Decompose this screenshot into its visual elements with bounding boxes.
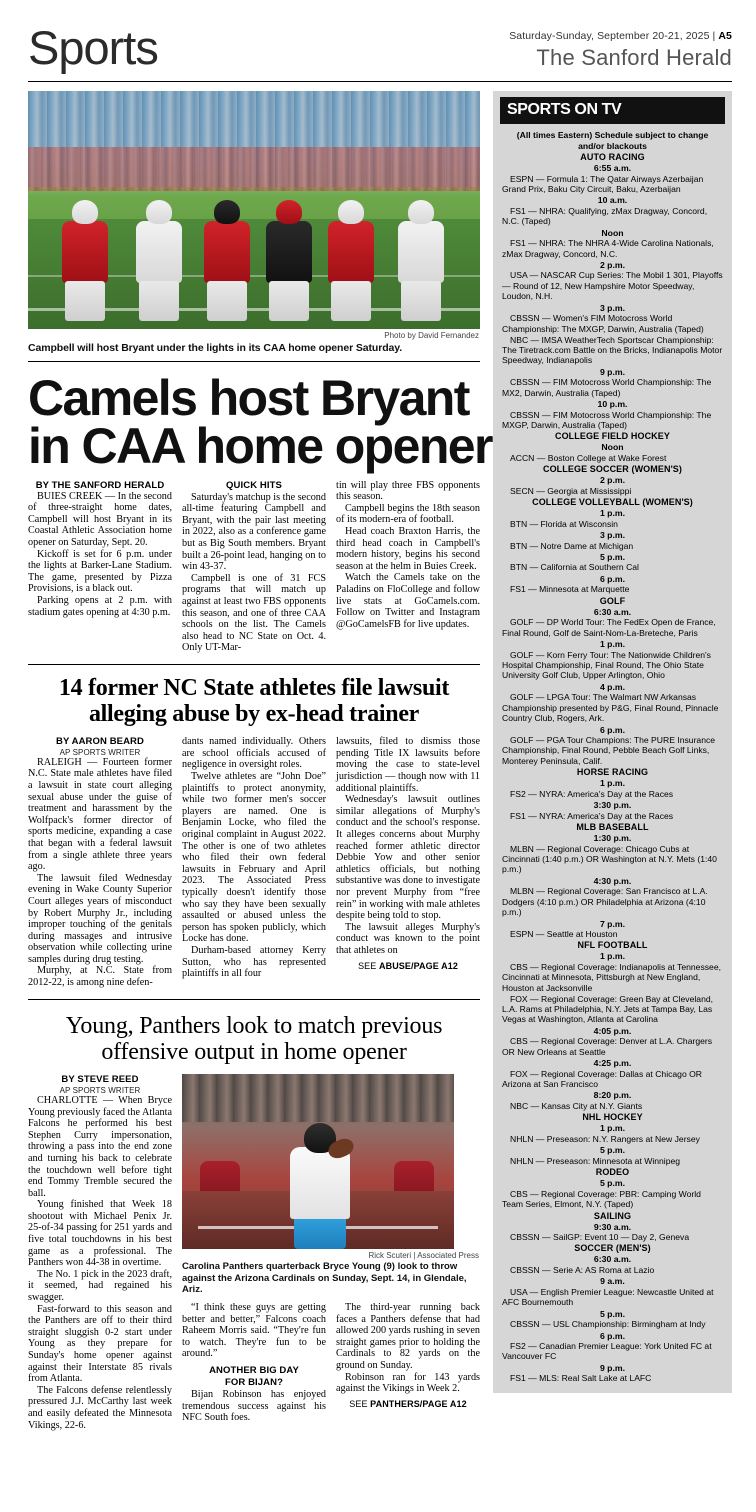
tv-listing-item: CBS — Regional Coverage: Denver at L.A. Chargers OR New Orleans at Seattle bbox=[502, 1036, 713, 1057]
photo-player bbox=[204, 200, 250, 321]
tv-time-heading: 6:30 a.m. bbox=[593, 1254, 632, 1265]
photo-player bbox=[136, 200, 182, 321]
abuse-para: Murphy, at N.C. State from 2012-22, is among nine defen- bbox=[28, 965, 172, 989]
sports-on-tv-box bbox=[493, 91, 732, 1393]
tv-time-heading: Noon bbox=[601, 442, 624, 453]
lead-para: Campbell begins the 18th season of its modern-era of football. bbox=[336, 502, 480, 526]
page-number: A5 bbox=[718, 29, 732, 42]
panthers-photo-block bbox=[182, 1074, 480, 1431]
tv-listing-item: USA — NASCAR Cup Series: The Mobil 1 301, Playoffs — Round of 12, New Hampshire Motor Speedway, Loudon, N.H. bbox=[502, 270, 723, 302]
tv-time-heading: 1:30 p.m. bbox=[593, 833, 632, 844]
tv-listing-item: FS1 — NHRA: The NHRA 4-Wide Carolina Nationals, zMax Dragway, Concord, N.C. bbox=[502, 238, 714, 259]
lead-para: Parking opens at 2 p.m. with stadium gates opening at 4:30 p.m. bbox=[28, 594, 172, 618]
panthers-para: Fast-forward to this season and the Panthers are off to their third straight sluggish 0-2 start under Young as they prepare for Sunday's home opener against against their Interstate 85 rivals from Atlanta. bbox=[28, 1303, 172, 1385]
tv-time-heading: 2 p.m. bbox=[599, 259, 626, 270]
tv-listing-item: BTN — California at Southern Cal bbox=[510, 562, 639, 573]
tv-listing-item: CBSSN — SailGP: Event 10 — Day 2, Geneva bbox=[510, 1232, 690, 1243]
panthers-para: The third-year running back faces a Panthers defense that had allowed 200 yards rushing in seven straight games prior to holding the Cardinals to 82 yards on the ground on Sunday. bbox=[336, 1301, 481, 1371]
tv-listing-item: CBSSN — FIM Motocross World Championship: The MXGP, Darwin, Australia (Taped) bbox=[502, 409, 712, 430]
photo-qb-torso bbox=[290, 1147, 350, 1219]
abuse-byline-sub: AP SPORTS WRITER bbox=[59, 747, 141, 757]
tv-listing-item: CBSSN — FIM Motocross World Championship: The MX2, Darwin, Australia (Taped) bbox=[502, 377, 712, 398]
tv-time-heading: 5 p.m. bbox=[599, 1308, 626, 1319]
abuse-col-1 bbox=[28, 736, 172, 988]
lead-col-2 bbox=[182, 480, 326, 654]
panthers-headline-line1: Young, Panthers look to match previous bbox=[65, 1012, 443, 1039]
tv-sport-heading: NFL FOOTBALL bbox=[577, 940, 648, 951]
tv-time-heading: 9 a.m. bbox=[600, 1276, 625, 1287]
panthers-photo bbox=[182, 1074, 454, 1249]
tv-time-heading: 6 p.m. bbox=[599, 1330, 626, 1341]
tv-listing-item: FOX — Regional Coverage: Green Bay at Cleveland, L.A. Rams at Philadelphia, N.Y. Jets at Tampa Bay, Las Vegas at Washington, Atlanta at Carolina bbox=[502, 993, 714, 1025]
tv-note-line2: and/or blackouts bbox=[578, 140, 647, 151]
section-divider bbox=[28, 664, 480, 665]
tv-time-heading: 9 p.m. bbox=[599, 366, 626, 377]
panthers-col-1 bbox=[28, 1074, 172, 1431]
tv-time-heading: 1 p.m. bbox=[599, 639, 626, 650]
lead-col-3 bbox=[336, 480, 480, 654]
lead-headline bbox=[28, 362, 492, 480]
tv-sport-heading: GOLF bbox=[599, 595, 626, 606]
abuse-para: Durham-based attorney Kerry Sutton, who has represented plaintiffs in all four bbox=[182, 944, 326, 980]
tv-listing-item: CBSSN — Serie A: AS Roma at Lazio bbox=[510, 1264, 655, 1275]
tv-listing-item: FOX — Regional Coverage: Dallas at Chicago OR Arizona at San Francisco bbox=[502, 1068, 703, 1090]
tv-listing-item: FS1 — NYRA: America's Day at the Races bbox=[510, 810, 674, 821]
abuse-jumpline[interactable] bbox=[336, 961, 480, 971]
abuse-para: The lawsuit alleges Murphy's conduct was known to the point that athletes on bbox=[336, 921, 480, 956]
tv-time-heading: Noon bbox=[601, 227, 624, 238]
tv-listing bbox=[502, 152, 723, 1384]
photo-player bbox=[266, 200, 312, 321]
lead-col-1 bbox=[28, 480, 172, 654]
panthers-para: “I think these guys are getting better and better,” Falcons coach Raheem Morris said. “They're fun to watch. They're fun to be around.” bbox=[182, 1301, 326, 1360]
panthers-subhead-line2: FOR BIJAN? bbox=[225, 1376, 283, 1388]
lead-photo bbox=[28, 91, 480, 329]
tv-listing-item: MLBN — Regional Coverage: Chicago Cubs at Cincinnati (1:40 p.m.) OR Washington at N.Y. Mets (1:40 p.m.) bbox=[502, 843, 717, 875]
lead-photo-caption: Campbell will host Bryant under the lights in its CAA home opener Saturday. bbox=[28, 341, 403, 354]
abuse-col-2 bbox=[182, 736, 326, 988]
jump-prefix: SEE bbox=[349, 1398, 371, 1409]
tv-time-heading: 10 p.m. bbox=[597, 399, 628, 410]
panthers-para: Robinson ran for 143 yards against the Vikings in Week 2. bbox=[336, 1371, 480, 1395]
jump-prefix: SEE bbox=[358, 960, 379, 971]
abuse-para: RALEIGH — Fourteen former N.C. State male athletes have filed a lawsuit in state court alleging sexual abuse under the guise of treatment and harassment by the Wolfpack's former director of sports medicine, expanding a case that began with a federal lawsuit from a single athlete three years ago. bbox=[28, 756, 172, 873]
tv-time-heading: 6:55 a.m. bbox=[593, 163, 632, 174]
quick-hits-label: QUICK HITS bbox=[226, 479, 282, 491]
abuse-para: Wednesday's lawsuit outlines similar allegations of Murphy's conduct and the school's response. It alleges concerns about Murphy reached former athletic director Debbie Yow and other senior athletics officials, but nothing substantive was done to investigate nor prevent Murphy from “free rein” in working with male athletes despite being told to stop. bbox=[336, 794, 480, 922]
sports-on-tv-column bbox=[493, 91, 732, 1432]
tv-time-heading: 5 p.m. bbox=[599, 1178, 626, 1189]
panthers-headline-line2: offensive output in home opener bbox=[101, 1039, 407, 1066]
tv-time-heading: 2 p.m. bbox=[599, 475, 626, 486]
tv-time-heading: 9 p.m. bbox=[599, 1362, 626, 1373]
tv-listing-item: GOLF — PGA Tour Champions: The PURE Insurance Championship, Final Round, Pebble Beach Golf Links, Monterey Peninsula, Calif. bbox=[502, 735, 716, 766]
panthers-byline: BY STEVE REED bbox=[61, 1074, 139, 1086]
photo-crowd-layer-2 bbox=[28, 147, 480, 191]
tv-listing-item: SECN — Georgia at Mississippi bbox=[510, 485, 632, 496]
panthers-photo-credit: Rick Scuteri | Associated Press bbox=[368, 1251, 479, 1261]
tv-sport-heading: COLLEGE SOCCER (WOMEN'S) bbox=[542, 464, 683, 475]
tv-time-heading: 4 p.m. bbox=[599, 681, 626, 692]
tv-listing-item: BTN — Notre Dame at Michigan bbox=[510, 540, 634, 551]
tv-listing-item: CBS — Regional Coverage: PBR: Camping World Team Series, Elmont, N.Y. (Taped) bbox=[502, 1188, 701, 1210]
tv-listing-item: BTN — Florida at Wisconsin bbox=[510, 518, 618, 529]
tv-listing-item: FS2 — NYRA: America's Day at the Races bbox=[510, 788, 674, 799]
panthers-photo-caption: Carolina Panthers quarterback Bryce Young (9) look to throw against the Arizona Cardinals on Sunday, Sept. 14, in Glendale, Ariz. bbox=[182, 1261, 467, 1296]
tv-time-heading: 9:30 a.m. bbox=[593, 1221, 632, 1232]
tv-time-heading: 6:30 a.m. bbox=[593, 606, 632, 617]
tv-time-heading: 3 p.m. bbox=[599, 530, 626, 541]
panthers-para: CHARLOTTE — When Bryce Young previously faced the Atlanta Falcons he performed his best Stephen Curry impersonation, throwing a pass into the end zone and turning his back to celebrate the touchdown well before tight end Tommy Tremble secured the ball. bbox=[28, 1094, 172, 1199]
tv-time-heading: 10 a.m. bbox=[597, 195, 628, 206]
abuse-para: Twelve athletes are “John Doe” plaintiffs to protect anonymity, while two former men's soccer players are named. One is Benjamin Locke, who filed the original complaint in August 2022. The other is one of two athletes who filed their own federal lawsuits in February and April 2023. The Associated Press typically doesn't identify those who say they have been sexually assaulted or abused unless the person has spoken publicly, which Locke has done. bbox=[182, 771, 326, 945]
tv-sport-heading: NHL HOCKEY bbox=[582, 1112, 643, 1123]
tv-note-line1: (All times Eastern) Schedule subject to change bbox=[516, 129, 709, 140]
page-body bbox=[0, 82, 756, 1432]
panthers-col-3 bbox=[336, 1302, 480, 1424]
tv-time-heading: 1 p.m. bbox=[599, 778, 626, 789]
tv-listing-item: FS1 — MLS: Real Salt Lake at LAFC bbox=[510, 1373, 652, 1384]
abuse-story-columns bbox=[28, 736, 480, 988]
tv-listing-item: NHLN — Preseason: Minnesota at Winnipeg bbox=[510, 1155, 681, 1166]
tv-time-heading: 1 p.m. bbox=[599, 508, 626, 519]
lead-para: Campbell is one of 31 FCS programs that will match up against at least two FBS opponents this season, and one of three CAA schools on the list. The Camels also head to NC State on Oct. 4. Only UT-Mar- bbox=[182, 572, 326, 654]
tv-time-heading: 6 p.m. bbox=[599, 724, 626, 735]
abuse-para: lawsuits, filed to dismiss those pending Title IX lawsuits before moving the case to state-level jurisdiction — though now with 11 additional plaintiffs. bbox=[336, 736, 480, 794]
tv-listing-item: FS2 — Canadian Premier League: York United FC at Vancouver FC bbox=[502, 1341, 712, 1362]
tv-listing-item: ESPN — Formula 1: The Qatar Airways Azerbaijan Grand Prix, Baku City Circuit, Baku, Azerbaijan bbox=[502, 173, 704, 194]
jump-target: PANTHERS/PAGE A12 bbox=[370, 1398, 467, 1409]
tv-listing-item: ACCN — Boston College at Wake Forest bbox=[510, 452, 667, 463]
lead-photo-credit: Photo by David Fernandez bbox=[384, 330, 479, 340]
tv-listing-item: GOLF — DP World Tour: The FedEx Open de France, Final Round, Golf de Saint-Nom-La-Breteche, Paris bbox=[502, 617, 716, 638]
panthers-col-2 bbox=[182, 1302, 326, 1424]
abuse-headline-line1: 14 former NC State athletes file lawsuit bbox=[58, 674, 450, 701]
abuse-para: dants named individually. Others are school officials accused of negligence in oversight roles. bbox=[182, 736, 326, 771]
column-gutter bbox=[480, 91, 493, 1432]
panthers-byline-sub: AP SPORTS WRITER bbox=[59, 1085, 141, 1095]
tv-listing-item: GOLF — LPGA Tour: The Walmart NW Arkansas Championship presented by P&G, Final Round, Pinnacle Country Club, Rogers, Ark. bbox=[502, 692, 719, 724]
panthers-top-row bbox=[28, 1074, 480, 1431]
panthers-para: Young finished that Week 18 shootout with Michael Penix Jr. 25-of-34 passing for 251 yards and five total touchdowns in his best game as a professional. The Panthers won 44-38 in overtime. bbox=[28, 1199, 172, 1269]
abuse-para: The lawsuit filed Wednesday evening in Wake County Superior Court alleges years of misconduct by Robert Murphy Jr., including improper touching of the genitals during massages and intrusive observation while collecting urine samples during drug testing. bbox=[28, 872, 172, 965]
abuse-headline bbox=[28, 674, 480, 736]
lead-headline-line1: Camels host Bryant bbox=[28, 369, 469, 426]
tv-listing-item: CBS — Regional Coverage: Indianapolis at Tennessee, Cincinnati at Minnesota, Pittsburgh at New England, Houston at Jacksonville bbox=[502, 961, 721, 993]
panthers-jumpline[interactable] bbox=[336, 1399, 480, 1409]
abuse-col-3 bbox=[336, 736, 480, 988]
tv-listing-item: FS1 — NHRA: Qualifying, zMax Dragway, Concord, N.C. (Taped) bbox=[502, 205, 708, 227]
tv-sport-heading: AUTO RACING bbox=[580, 152, 645, 163]
jump-target: ABUSE/PAGE A12 bbox=[379, 960, 458, 971]
photo-player bbox=[62, 200, 108, 321]
section-divider bbox=[28, 999, 480, 1000]
lead-para: Kickoff is set for 6 p.m. under the lights at Barker-Lane Stadium. The game, presented by Pizza Provisions, is a black out. bbox=[28, 548, 172, 595]
panthers-para: Bijan Robinson has enjoyed tremendous success against his NFC South foes. bbox=[182, 1388, 326, 1424]
tv-listing-item: NBC — Kansas City at N.Y. Giants bbox=[510, 1100, 643, 1111]
tv-sport-heading: COLLEGE VOLLEYBALL (WOMEN'S) bbox=[532, 497, 693, 508]
lead-para: Head coach Braxton Harris, the third head coach in Campbell's modern history, begins his second season at the helm in Buies Creek. bbox=[336, 526, 480, 572]
panthers-subhead-line1: ANOTHER BIG DAY bbox=[209, 1364, 299, 1376]
lead-headline-line2: in CAA home opener bbox=[28, 417, 492, 474]
lead-para: Saturday's matchup is the second all-time featuring Campbell and Bryant, with the pair last meeting in 2022, also as a conference game but as Big South members. Bryant built a 26-point lead, hanging on to win 43-37. bbox=[182, 491, 326, 573]
masthead-right bbox=[509, 30, 732, 71]
tv-time-heading: 1 p.m. bbox=[599, 951, 626, 962]
photo-player bbox=[398, 200, 444, 321]
lead-byline: BY THE SANFORD HERALD bbox=[35, 479, 165, 491]
tv-sport-heading: COLLEGE FIELD HOCKEY bbox=[554, 431, 670, 442]
tv-listing-item: USA — English Premier League: Newcastle United at AFC Bournemouth bbox=[502, 1286, 714, 1308]
tv-time-heading: 5 p.m. bbox=[599, 1145, 626, 1156]
tv-listing-item: MLBN — Regional Coverage: San Francisco at L.A. Dodgers (4:10 p.m.) OR Philadelphia at Arizona (4:10 p.m.) bbox=[502, 886, 708, 918]
abuse-byline: BY AARON BEARD bbox=[56, 736, 144, 748]
tv-time-heading: 8:20 p.m. bbox=[593, 1090, 632, 1101]
lead-para: BUIES CREEK — In the second of three-straight home dates, Campbell will host Bryant in its Coastal Athletic Association home opener on Saturday, Sept. 20. bbox=[28, 490, 172, 549]
abuse-headline-line2: alleging abuse by ex-head trainer bbox=[88, 700, 420, 727]
tv-time-heading: 4:30 p.m. bbox=[593, 875, 632, 886]
tv-listing-item: FS1 — Minnesota at Marquette bbox=[510, 584, 630, 595]
panthers-para: The Falcons defense relentlessly pressured J.J. McCarthy last week and easily defeated the Minnesota Vikings, 22-6. bbox=[28, 1384, 172, 1431]
sports-on-tv-title: SPORTS ON TV bbox=[500, 97, 725, 124]
panthers-para: The No. 1 pick in the 2023 draft, it seemed, had regained his swagger. bbox=[28, 1268, 172, 1304]
photo-player bbox=[328, 200, 374, 321]
tv-listing-item: NHLN — Preseason: N.Y. Rangers at New Jersey bbox=[510, 1133, 700, 1144]
tv-time-heading: 5 p.m. bbox=[599, 551, 626, 562]
publication-date bbox=[509, 30, 732, 42]
photo-stands-layer bbox=[182, 1074, 454, 1122]
tv-listing-item: CBSSN — Women's FIM Motocross World Championship: The MXGP, Darwin, Australia (Taped) bbox=[502, 313, 704, 334]
tv-listing-item: GOLF — Korn Ferry Tour: The Nationwide Children's Hospital Championship, Final Round, The Ohio State University Golf Club, Upper Arlington, Ohio bbox=[502, 649, 711, 681]
panthers-headline bbox=[28, 1009, 480, 1075]
date-text: Saturday-Sunday, September 20-21, 2025 | bbox=[509, 29, 719, 42]
tv-listing-item: ESPN — Seattle at Houston bbox=[510, 929, 618, 940]
lead-para: Watch the Camels take on the Paladins on FloCollege and follow live stats at GoCamels.com. Follow on Twitter and Instagram @GoCamelsFB for live updates. bbox=[336, 572, 480, 630]
lead-story-columns bbox=[28, 480, 480, 654]
tv-time-heading: 7 p.m. bbox=[599, 918, 626, 929]
tv-time-heading: 6 p.m. bbox=[599, 573, 626, 584]
tv-sport-heading: RODEO bbox=[595, 1167, 630, 1178]
tv-time-heading: 4:05 p.m. bbox=[593, 1025, 632, 1036]
tv-sport-heading: SOCCER (MEN'S) bbox=[574, 1243, 651, 1254]
tv-listing-item: NBC — IMSA WeatherTech Sportscar Championship: The Tiretrack.com Battle on the Bricks, Indianapolis Motor Speedway, Indianapolis bbox=[502, 334, 723, 366]
tv-time-heading: 3:30 p.m. bbox=[593, 800, 632, 811]
editorial-column bbox=[28, 91, 492, 1432]
tv-sport-heading: HORSE RACING bbox=[576, 767, 649, 778]
tv-sport-heading: MLB BASEBALL bbox=[576, 822, 649, 833]
section-title: Sports bbox=[28, 21, 158, 74]
lead-para: tin will play three FBS opponents this season. bbox=[336, 479, 480, 503]
tv-time-heading: 3 p.m. bbox=[599, 302, 626, 313]
tv-time-heading: 4:25 p.m. bbox=[593, 1058, 632, 1069]
paper-name: The Sanford Herald bbox=[536, 44, 732, 70]
panthers-lower-columns bbox=[182, 1302, 480, 1424]
tv-sport-heading: SAILING bbox=[593, 1210, 632, 1221]
masthead bbox=[0, 0, 756, 75]
tv-time-heading: 1 p.m. bbox=[599, 1123, 626, 1134]
tv-listing-item: CBSSN — USL Championship: Birmingham at Indy bbox=[510, 1319, 706, 1330]
